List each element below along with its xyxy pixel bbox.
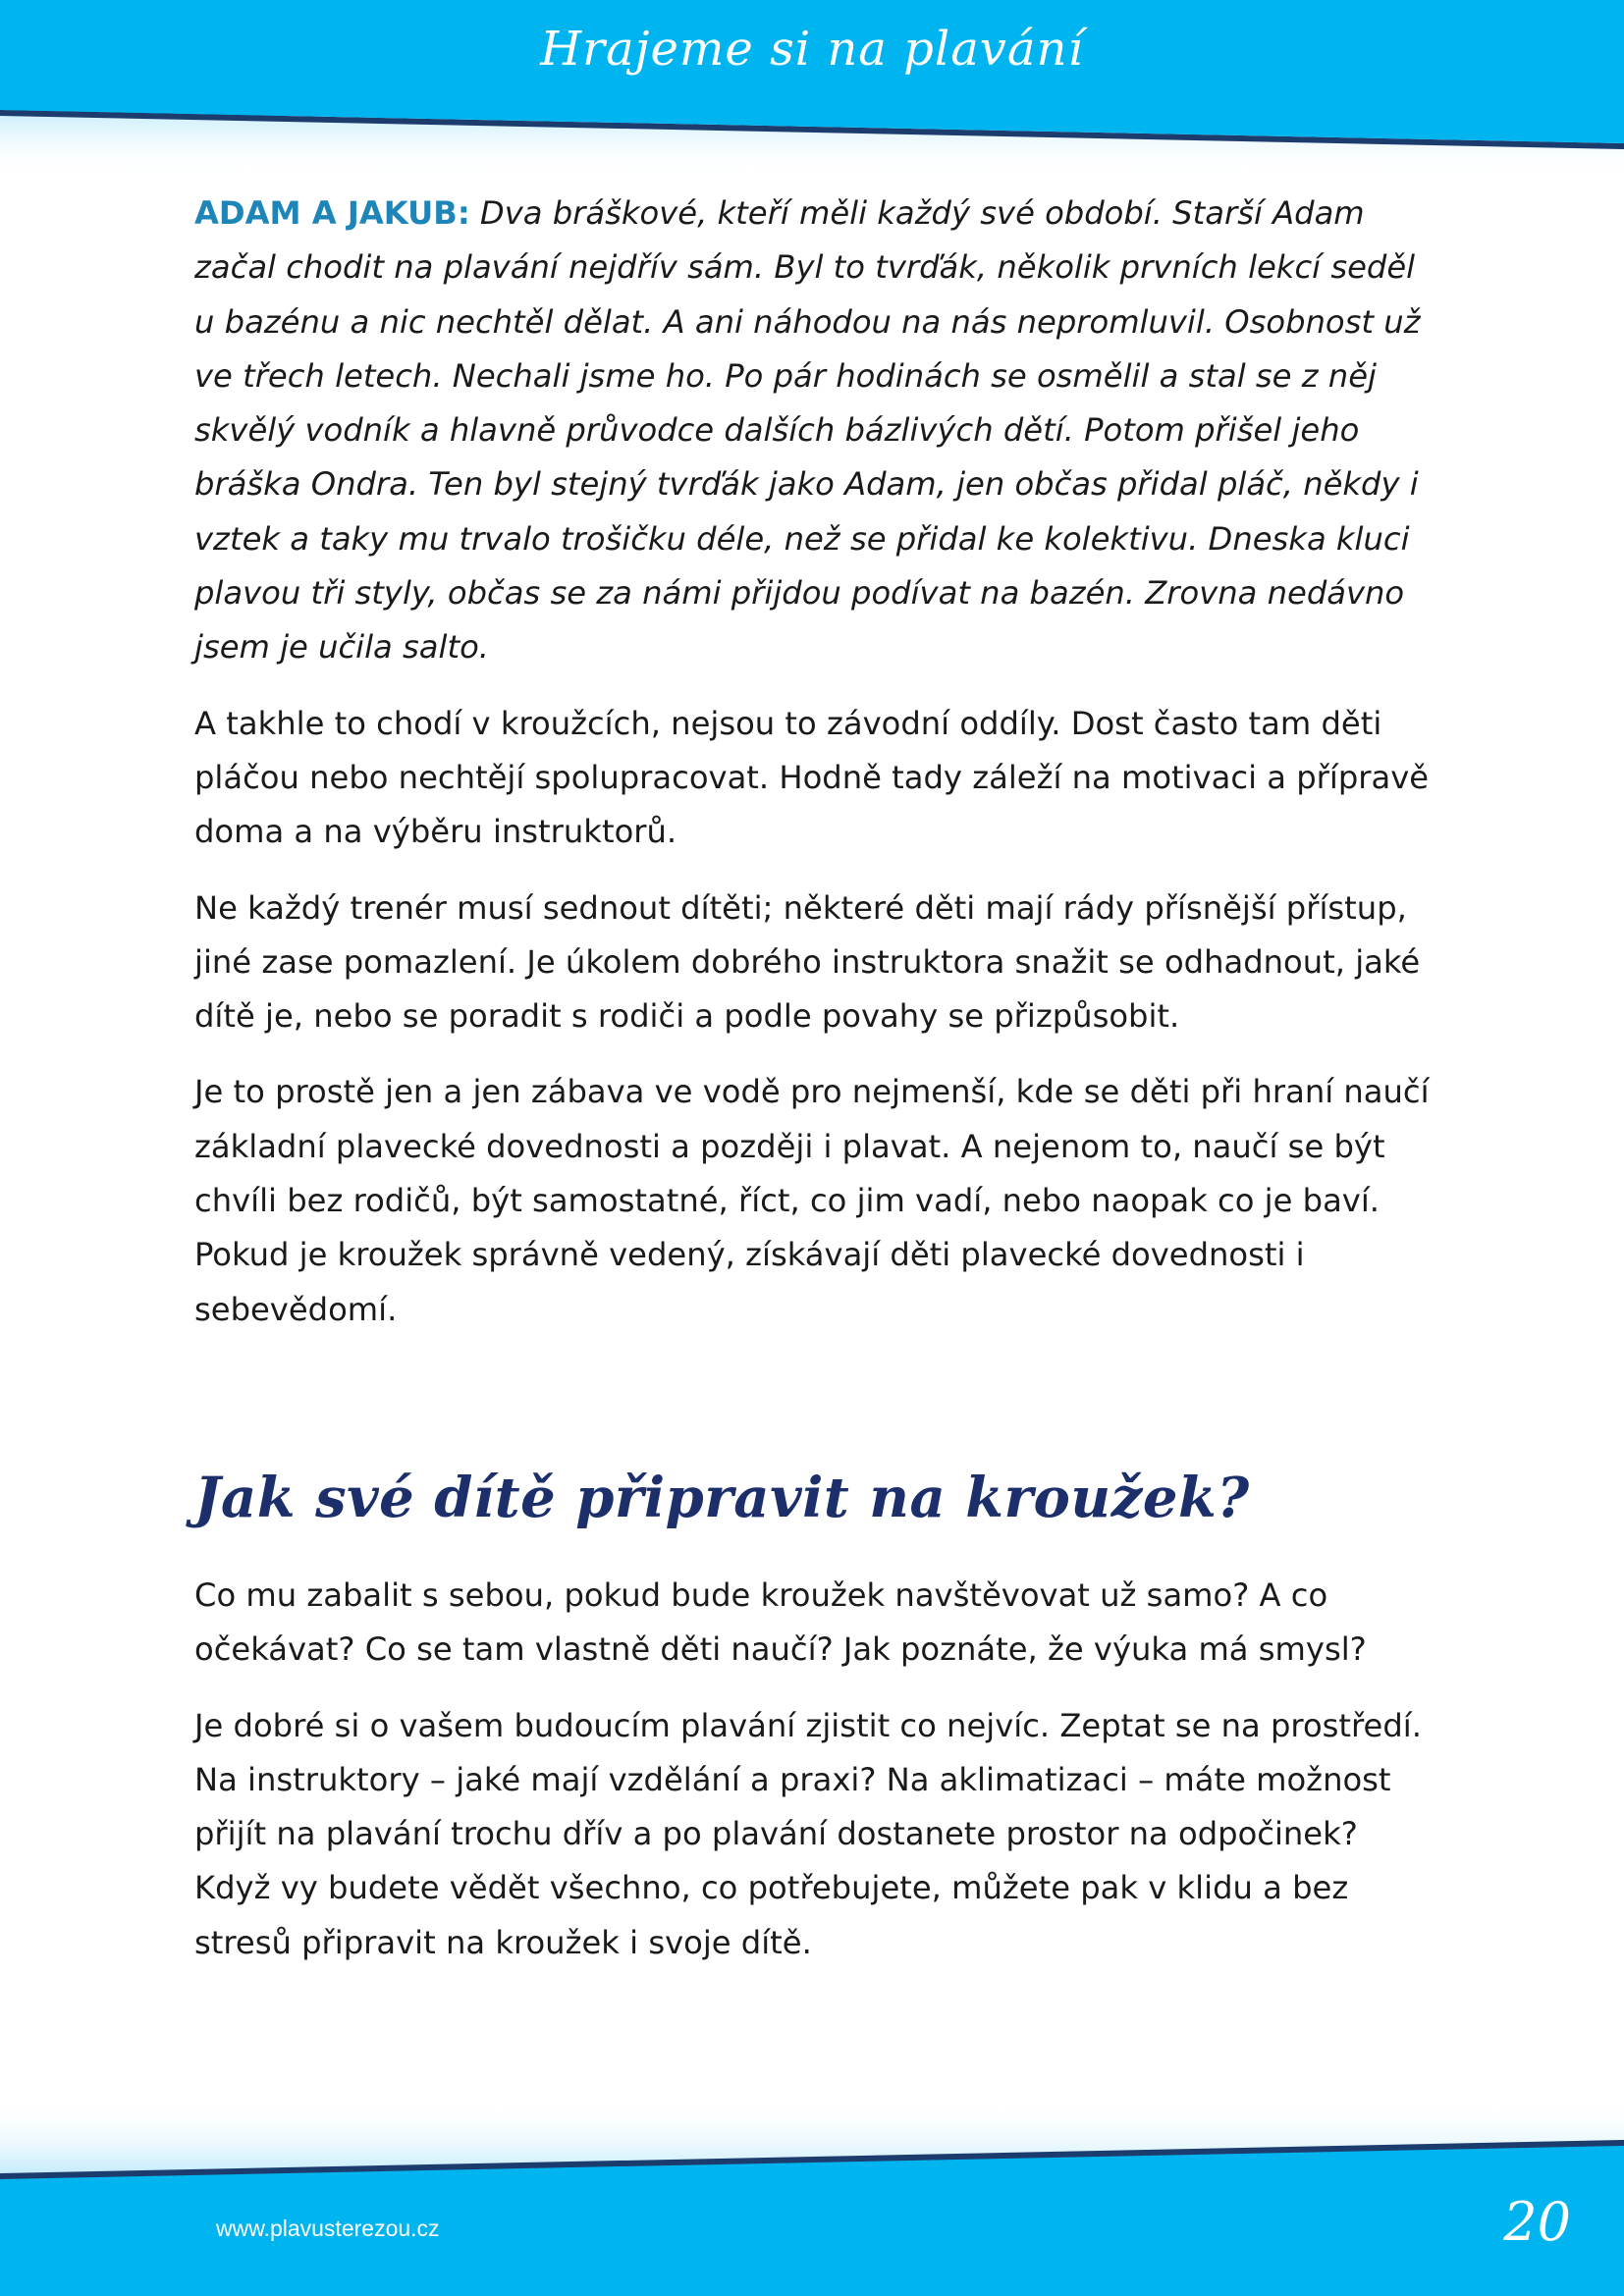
intro-paragraph: [194, 187, 1441, 675]
section-paragraph-2: Je dobré si o vašem budoucím plavání zjistit co nejvíc. Zeptat se na prostředí. Na instruktory – jaké mají vzdělání a praxi? Na aklimatizaci – máte možnost přijít na plavání trochu dřív a po plavání dostanete prostor na odpočinek? Když vy budete vědět všechno, co potřebujete, můžete pak v klidu a bez stresů připravit na kroužek i svoje dítě.: [194, 1706, 1422, 1961]
intro-text: Dva bráškové, kteří měli každý své období. Starší Adam začal chodit na plavání nejdřív sám. Byl to tvrďák, několik prvních lekcí seděl u bazénu a nic nechtěl dělat. A ani náhodou na nás nepromluvil. Osobnost už ve třech letech. Nechali jsme ho. Po pár hodinách se osmělil a stal se z něj skvělý vodník a hlavně průvodce dalších bázlivých dětí. Potom přišel jeho bráška Ondra. Ten byl stejný tvrďák jako Adam, jen občas přidal pláč, někdy i vztek a taky mu trvalo trošičku déle, než se přidal ke kolektivu. Dneska kluci plavou tři styly, občas se za námi přijdou podívat na bazén. Zrovna nedávno jsem je učila salto.: [194, 194, 1421, 667]
section-heading: Jak své dítě připravit na kroužek?: [194, 1465, 1250, 1530]
section-paragraph-1: Co mu zabalit s sebou, pokud bude kroužek navštěvovat už samo? A co očekávat? Co se tam vlastně děti naučí? Jak poznáte, že výuka má smysl?: [194, 1575, 1367, 1669]
intro-lead: ADAM A JAKUB:: [194, 194, 470, 232]
body-paragraph-3: Je to prostě jen a jen zábava ve vodě pro nejmenší, kde se děti při hraní naučí základní plavecké dovednosti a později i plavat. A nejenom to, naučí se být chvíli bez rodičů, být samostatné, říct, co jim vadí, nebo naopak co je baví. Pokud je kroužek správně vedený, získávají děti plavecké dovednosti i sebevědomí.: [194, 1073, 1430, 1328]
body-paragraph-1: A takhle to chodí v kroužcích, nejsou to závodní oddíly. Dost často tam děti pláčou nebo nechtějí spolupracovat. Hodně tady záleží na motivaci a přípravě doma a na výběru instruktorů.: [194, 704, 1430, 851]
body-paragraph-2: Ne každý trenér musí sednout dítěti; některé děti mají rády přísnější přístup, jiné zase pomazlení. Je úkolem dobrého instruktora snažit se odhadnout, jaké dítě je, nebo se poradit s rodiči a podle povahy se přizpůsobit.: [194, 888, 1421, 1036]
website-link[interactable]: www.plavusterezou.cz: [216, 2216, 440, 2241]
page-header: [0, 0, 1624, 177]
page-footer: [0, 2101, 1624, 2296]
main-content: [194, 187, 1441, 1992]
header-title: Hrajeme si na plavání: [540, 22, 1084, 77]
footer-wave-band: [0, 2101, 1624, 2296]
page-number: 20: [1503, 2191, 1571, 2253]
